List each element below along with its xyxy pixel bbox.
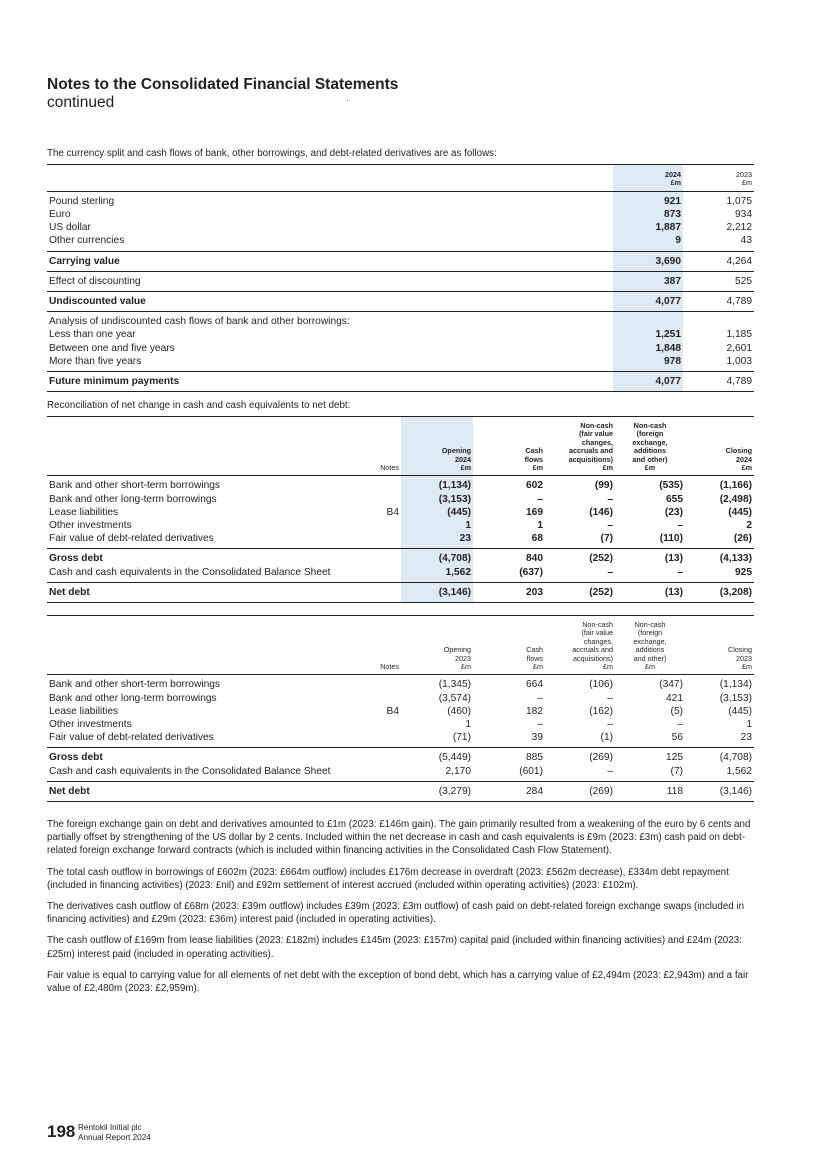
page-title: Notes to the Consolidated Financial Statements bbox=[47, 76, 399, 93]
undiscounted-row: Undiscounted value 4,077 4,789 bbox=[47, 292, 754, 312]
recon-2024-table bbox=[47, 416, 754, 603]
notes-header: Notes bbox=[349, 417, 401, 476]
currency-table bbox=[47, 164, 754, 392]
table-row: US dollar 1,887 2,212 bbox=[49, 222, 752, 234]
recon-2023-header bbox=[47, 616, 754, 675]
company-name: Rentokil Initial plc bbox=[78, 1123, 142, 1132]
table-row: Bank and other long-term borrowings (3,153) – – 655 (2,498) bbox=[49, 493, 752, 505]
paragraph: The derivatives cash outflow of £68m (2023: £39m outflow) includes £39m (2023: £3m outflow) of cash paid on debt-related foreign exchange swaps (included in financing activities) and £29m (2023: £36m) interest paid (included in operating activities). bbox=[47, 901, 745, 926]
currency-table-header bbox=[47, 165, 754, 192]
carrying-value-row: Carrying value 3,690 4,264 bbox=[47, 251, 754, 271]
notes-header: Notes bbox=[349, 616, 401, 675]
noncash-fv-header: Non-cash (fair value changes, accruals and acquisitions) £m bbox=[545, 616, 615, 675]
table-row: Lease liabilities B4 (445) 169 (146) (23) (445) bbox=[49, 506, 752, 518]
cash-equivalents-row: Cash and cash equivalents in the Consolidated Balance Sheet 2,170 (601) – (7) 1,562 bbox=[49, 765, 752, 777]
paragraph: The cash outflow of £169m from lease liabilities (2023: £182m) includes £145m (2023: £157m) capital paid (included within financing activities) and £24m (2023: £25m) interest paid (included in operating activities). bbox=[47, 935, 742, 960]
footer-caption bbox=[78, 1123, 151, 1143]
table-row: Bank and other short-term borrowings (1,345) 664 (106) (347) (1,134) bbox=[47, 675, 754, 692]
table-row: Euro 873 934 bbox=[49, 209, 752, 221]
table-row: Fair value of debt-related derivatives 23 68 (7) (110) (26) bbox=[47, 532, 754, 549]
paragraph: The foreign exchange gain on debt and derivatives amounted to £1m (2023: £146m gain). The gain primarily resulted from a weakening of the euro by 6 cents and partially offset by strengthening of the US dollar by 2 cents. Included within the net decrease in cash and cash equivalents is £9m (2023: £3m) cash paid on debt-related foreign exchange forward contracts (which is included within financing activities in the Consolidated Cash Flow Statement). bbox=[47, 819, 751, 857]
discounting-row: Effect of discounting 387 525 bbox=[47, 271, 754, 291]
table-row: Bank and other long-term borrowings (3,574) – – 421 (3,153) bbox=[49, 692, 752, 704]
currency-intro: The currency split and cash flows of bank, other borrowings, and debt-related derivatives are as follows: bbox=[47, 148, 497, 159]
closing-header: Closing 2023 £m bbox=[685, 616, 754, 675]
table-row: Other currencies 9 43 bbox=[47, 234, 754, 251]
cash-flows-header: Cash flows £m bbox=[473, 417, 545, 476]
gross-debt-row: Gross debt (4,708) 840 (252) (13) (4,133) bbox=[47, 549, 754, 566]
table-row: Pound sterling 921 1,075 bbox=[47, 191, 754, 208]
net-debt-row: Net debt (3,279) 284 (269) 118 (3,146) bbox=[47, 781, 754, 801]
table-row: Other investments 1 1 – – 2 bbox=[49, 520, 752, 532]
table-row: Lease liabilities B4 (460) 182 (162) (5) (445) bbox=[49, 705, 752, 717]
table-row: Other investments 1 – – – 1 bbox=[49, 719, 752, 731]
paragraph: The total cash outflow in borrowings of £602m (2023: £664m outflow) includes £176m decrease in overdraft (2023: £562m decrease), £334m debt repayment (included in financing activities) (2023: £nil) and £92m settlement of interest accrued (included within operating activities) (2023: £102m). bbox=[47, 866, 729, 891]
net-debt-row: Net debt (3,146) 203 (252) (13) (3,208) bbox=[47, 582, 754, 602]
gross-debt-row: Gross debt (5,449) 885 (269) 125 (4,708) bbox=[47, 748, 754, 765]
col-2023-header: 2023 £m bbox=[683, 165, 754, 192]
page-number: 198 bbox=[47, 1122, 76, 1141]
recon-intro: Reconciliation of net change in cash and cash equivalents to net debt: bbox=[47, 400, 351, 411]
opening-header: Opening 2024 £m bbox=[401, 417, 473, 476]
table-row: Between one and five years 1,848 2,601 bbox=[49, 342, 752, 354]
col-2024-header: 2024 £m bbox=[613, 165, 683, 192]
page-subtitle: continued bbox=[47, 94, 115, 111]
report-name: Annual Report 2024 bbox=[78, 1133, 151, 1142]
noncash-fx-header: Non-cash (foreign exchange, additions and other) £m bbox=[615, 616, 685, 675]
noncash-fv-header: Non-cash (fair value changes, accruals and acquisitions) £m bbox=[545, 417, 615, 476]
paragraph: Fair value is equal to carrying value for all elements of net debt with the exception of bond debt, which has a carrying value of £2,494m (2023: £2,943m) and a fair value of £2,480m (2023: £2,959m). bbox=[47, 969, 749, 995]
analysis-label-row: Analysis of undiscounted cash flows of bank and other borrowings: bbox=[47, 312, 754, 329]
notes-paragraphs bbox=[47, 818, 754, 1003]
table-row: More than five years 978 1,003 bbox=[47, 355, 754, 372]
cash-flows-header: Cash flows £m bbox=[473, 616, 545, 675]
closing-header: Closing 2024 £m bbox=[685, 417, 754, 476]
noncash-fx-header: Non-cash (foreign exchange, additions and other) £m bbox=[615, 417, 685, 476]
table-row: Fair value of debt-related derivatives (71) 39 (1) 56 23 bbox=[49, 732, 752, 744]
recon-2023-table bbox=[47, 615, 754, 802]
future-payments-row: Future minimum payments 4,077 4,789 bbox=[47, 372, 754, 392]
table-row: Bank and other short-term borrowings (1,134) 602 (99) (535) (1,166) bbox=[47, 476, 754, 493]
cash-equivalents-row: Cash and cash equivalents in the Consolidated Balance Sheet 1,562 (637) – – 925 bbox=[47, 566, 754, 583]
recon-2024-header bbox=[47, 417, 754, 476]
opening-header: Opening 2023 £m bbox=[401, 616, 473, 675]
stray-dot bbox=[347, 100, 348, 101]
table-row: Less than one year 1,251 1,185 bbox=[49, 329, 752, 341]
